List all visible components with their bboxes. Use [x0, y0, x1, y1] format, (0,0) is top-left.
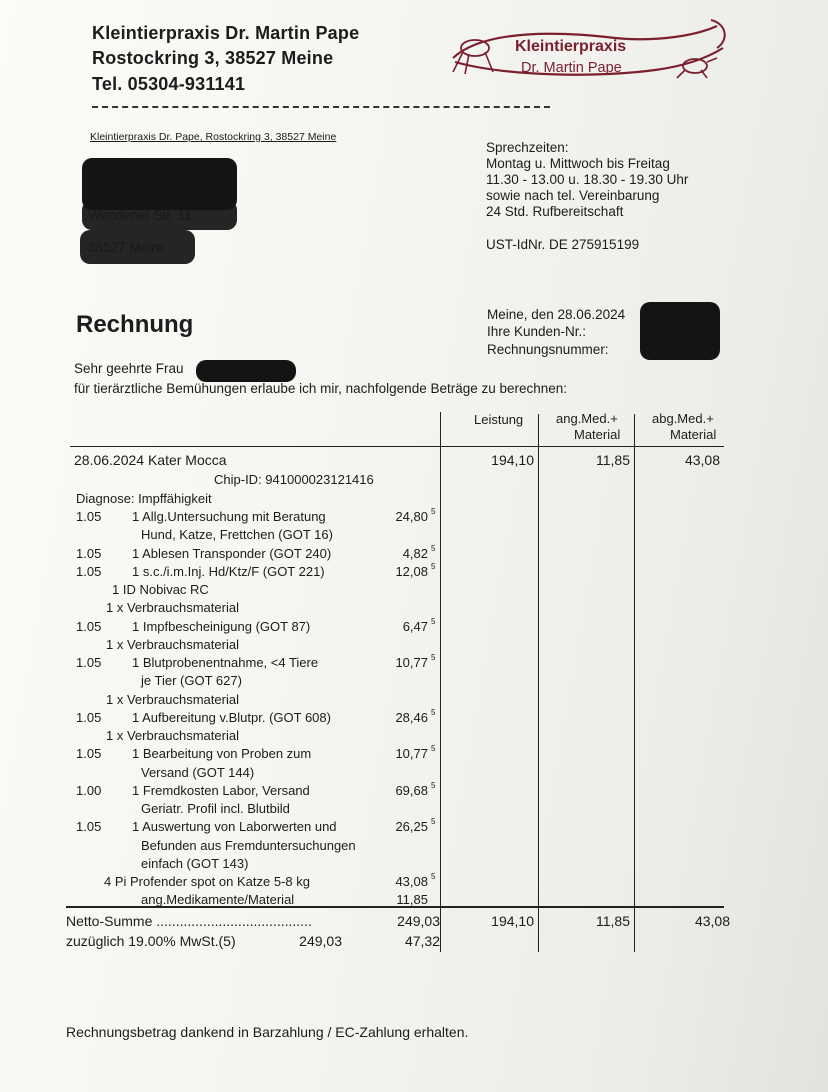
vat-amount: 47,32 [404, 933, 440, 949]
column-divider [634, 414, 635, 952]
item-description: 1 Ablesen Transponder (GOT 240) [132, 546, 332, 561]
header-divider [92, 106, 550, 108]
netto-abg: 43,08 [694, 913, 730, 929]
item-description: 1 x Verbrauchsmaterial [106, 728, 239, 743]
item-amount: 10,77 [395, 746, 428, 761]
item-tax-marker: 5 [431, 562, 436, 571]
netto-label: Netto-Summe ........................................ [66, 913, 312, 929]
vat-base: 249,03 [299, 933, 342, 949]
netto-ang: 11,85 [596, 913, 630, 929]
visit-ang: 11,85 [596, 452, 630, 468]
invoice-number-label: Rechnungsnummer: [487, 342, 609, 357]
item-description: einfach (GOT 143) [141, 856, 249, 871]
item-amount: 4,82 [402, 546, 428, 561]
item-amount: 26,25 [395, 819, 428, 834]
customer-number-label: Ihre Kunden-Nr.: [487, 324, 587, 339]
item-description: Geriatr. Profil incl. Blutbild [141, 801, 290, 816]
item-factor: 1.05 [76, 546, 102, 561]
footer-note: Rechnungsbetrag dankend in Barzahlung / EC-Zahlung erhalten. [66, 1024, 469, 1040]
visit-abg: 43,08 [684, 452, 720, 468]
item-description: 1 Bearbeitung von Proben zum [132, 746, 312, 761]
item-tax-marker: 5 [431, 872, 436, 881]
practice-phone: Tel. 05304-931141 [92, 74, 246, 94]
item-factor: 1.05 [76, 619, 102, 634]
item-amount: 43,08 [395, 874, 428, 889]
item-description: 1 x Verbrauchsmaterial [106, 637, 239, 652]
practice-name: Kleintierpraxis Dr. Martin Pape [92, 23, 360, 43]
item-description: 1 s.c./i.m.Inj. Hd/Ktz/F (GOT 221) [132, 564, 325, 579]
visit-title: 28.06.2024 Kater Mocca [74, 452, 227, 468]
hours-line: 11.30 - 13.00 u. 18.30 - 19.30 Uhr [486, 172, 689, 187]
intro-text: für tierärztliche Bemühungen erlaube ich mir, nachfolgende Beträge zu berechnen: [74, 381, 568, 396]
item-factor: 1.05 [76, 819, 102, 834]
column-divider [440, 412, 441, 952]
column-header-abg: abg.Med.+ [652, 411, 714, 426]
hours-line: Montag u. Mittwoch bis Freitag [486, 156, 670, 171]
salutation: Sehr geehrte Frau [74, 361, 184, 376]
practice-logo [445, 18, 730, 82]
item-tax-marker: 5 [431, 744, 436, 753]
netto-sum: 249,03 [397, 913, 440, 929]
item-tax-marker: 5 [431, 781, 436, 790]
item-factor: 1.00 [76, 783, 102, 798]
item-amount: 69,68 [395, 783, 428, 798]
logo-text-2: Dr. Martin Pape [521, 60, 622, 76]
item-amount: 24,80 [395, 509, 428, 524]
item-amount: 10,77 [395, 655, 428, 670]
chip-id: Chip-ID: 941000023121416 [214, 472, 374, 487]
item-description: Befunden aus Fremduntersuchungen [141, 838, 356, 853]
item-factor: 1.05 [76, 655, 102, 670]
column-header-leistung: Leistung [474, 412, 524, 427]
redaction-block [80, 230, 195, 264]
item-amount: 6,47 [402, 619, 428, 634]
item-description: Versand (GOT 144) [141, 765, 255, 780]
item-description: 1 Impfbescheinigung (GOT 87) [132, 619, 311, 634]
redaction-block [82, 200, 237, 230]
item-factor: 1.05 [76, 746, 102, 761]
item-factor: 1.05 [76, 509, 102, 524]
item-amount: 12,08 [395, 564, 428, 579]
item-description: 1 Fremdkosten Labor, Versand [132, 783, 310, 798]
redaction-block [196, 360, 296, 382]
item-tax-marker: 5 [431, 617, 436, 626]
item-factor: 1.05 [76, 564, 102, 579]
vat-id: UST-IdNr. DE 275915199 [486, 237, 640, 252]
item-tax-marker: 5 [431, 507, 436, 516]
item-description: 4 Pi Profender spot on Katze 5-8 kg [104, 874, 310, 889]
item-tax-marker: 5 [431, 817, 436, 826]
hours-line: 24 Std. Rufbereitschaft [486, 204, 624, 219]
sender-line: Kleintierpraxis Dr. Pape, Rostockring 3, 38527 Meine [90, 131, 337, 143]
item-description: 1 ID Nobivac RC [112, 582, 209, 597]
visit-leistung: 194,10 [491, 452, 534, 468]
column-header-abg-2: Material [670, 427, 717, 442]
item-tax-marker: 5 [431, 708, 436, 717]
practice-address: Rostockring 3, 38527 Meine [92, 48, 334, 68]
item-description: ang.Medikamente/Material [141, 892, 295, 907]
invoice-title: Rechnung [76, 311, 194, 338]
item-description: je Tier (GOT 627) [141, 673, 242, 688]
item-description: 1 x Verbrauchsmaterial [106, 692, 239, 707]
hours-heading: Sprechzeiten: [486, 140, 569, 155]
item-tax-marker: 5 [431, 653, 436, 662]
column-divider [538, 414, 539, 952]
item-description: 1 Auswertung von Laborwerten und [132, 819, 337, 834]
item-description: 1 Aufbereitung v.Blutpr. (GOT 608) [132, 710, 331, 725]
item-amount: 11,85 [396, 892, 428, 907]
vat-label: zuzüglich 19.00% MwSt.(5) [66, 933, 236, 949]
table-header-rule [70, 446, 724, 447]
item-description: 1 Blutprobenentnahme, <4 Tiere [132, 655, 319, 670]
column-header-ang-2: Material [574, 427, 621, 442]
netto-leistung: 194,10 [491, 913, 534, 929]
item-factor: 1.05 [76, 710, 102, 725]
invoice-date: Meine, den 28.06.2024 [487, 307, 626, 322]
item-description: Hund, Katze, Frettchen (GOT 16) [141, 527, 333, 542]
item-description: 1 x Verbrauchsmaterial [106, 600, 239, 615]
column-header-ang: ang.Med.+ [556, 411, 618, 426]
hours-line: sowie nach tel. Vereinbarung [486, 188, 660, 203]
item-description: 1 Allg.Untersuchung mit Beratung [132, 509, 326, 524]
logo-text-1: Kleintierpraxis [515, 38, 627, 55]
item-amount: 28,46 [395, 710, 428, 725]
diagnosis: Diagnose: Impffähigkeit [76, 491, 212, 506]
redaction-block [640, 302, 720, 360]
item-tax-marker: 5 [431, 544, 436, 553]
